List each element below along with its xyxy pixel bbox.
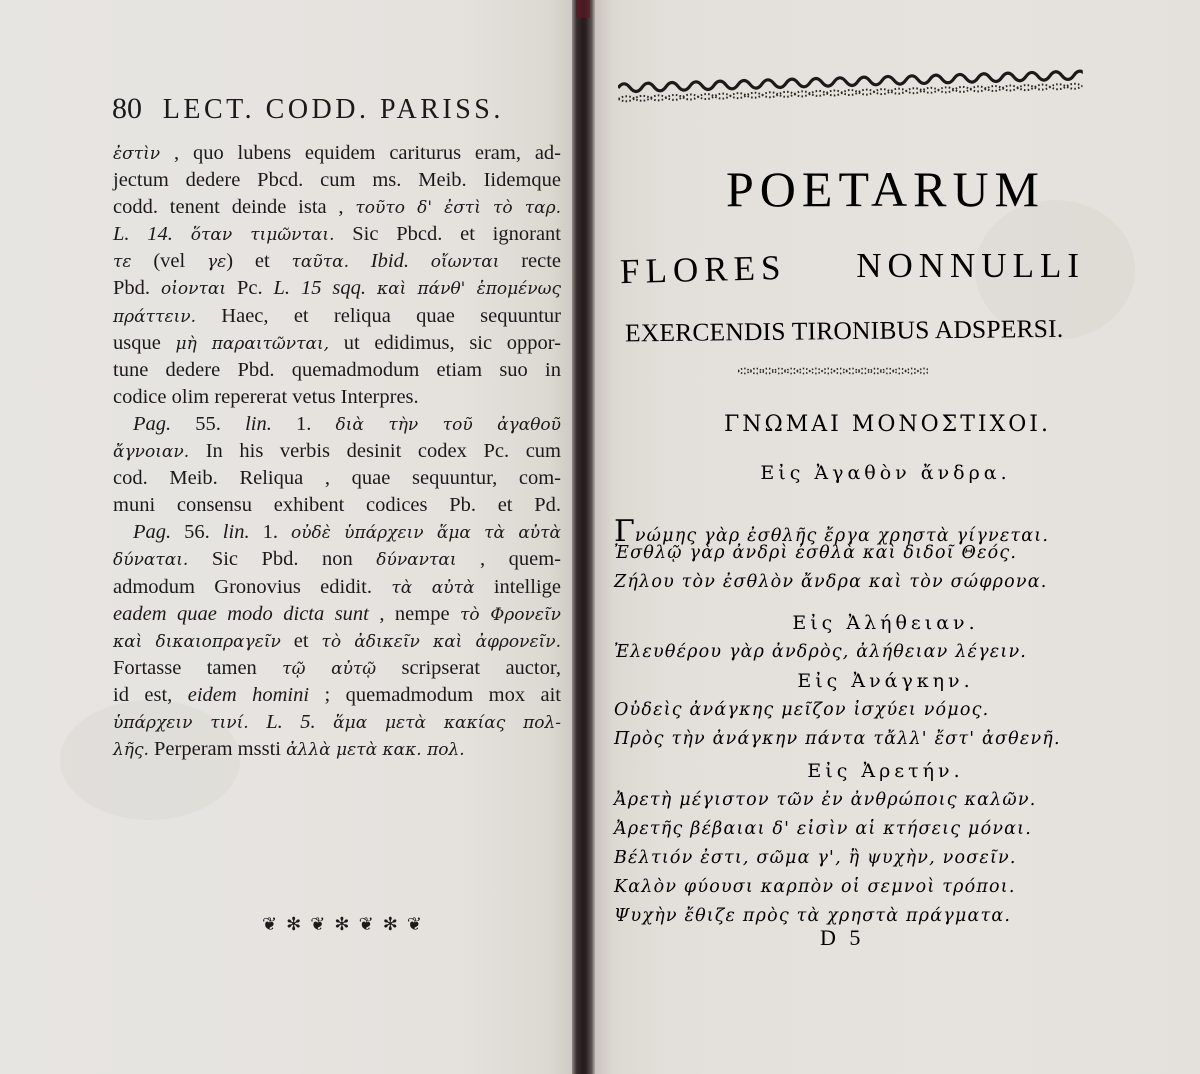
verse-line: Πρὸς τὴν ἀνάγκην πάντα τἄλλ' ἔστ' ἀσθενῆ. <box>614 729 1061 749</box>
text-line <box>113 465 561 492</box>
text-line <box>113 709 561 736</box>
italic-reference: L. 15 sqq. <box>273 277 367 300</box>
greek-quotation: τὸ Φρονεῖν <box>460 604 561 625</box>
text-line <box>113 248 561 275</box>
latin-text: In his verbis desinit codex Pc. cum <box>189 440 561 463</box>
left-page <box>0 0 572 1074</box>
text-line <box>113 546 561 573</box>
latin-text: Pc. <box>226 277 274 300</box>
latin-text <box>316 711 334 733</box>
greek-quotation: γε <box>206 252 227 273</box>
greek-quotation: τῷ αὐτῷ <box>282 658 377 679</box>
verse-line: Ἀρετὴ μέγιστον τῶν ἐν ἀνθρώποις καλῶν. <box>614 790 1037 810</box>
greek-quotation: οὐδὲ ὑπάρχειν ἅμα τὰ αὐτὰ <box>290 523 562 544</box>
verse-line: Οὐδεὶς ἀνάγκης μεῖζον ἰσχύει νόμος. <box>614 700 990 720</box>
text-line <box>113 628 561 655</box>
greek-quotation: ἅμα μετὰ κακίας πολ- <box>333 712 562 733</box>
greek-quotation: τε <box>113 252 132 273</box>
greek-quotation: ἐστὶν <box>113 144 161 164</box>
signature-mark: D 5 <box>820 925 865 950</box>
italic-reference: lin. <box>222 521 250 544</box>
asterisk-flower-icon: ✻ <box>334 913 350 935</box>
greek-quotation: ἄγνοιαν. <box>113 442 190 463</box>
text-line <box>113 221 561 248</box>
text-line <box>113 167 561 194</box>
text-line <box>113 303 561 330</box>
text-line <box>113 574 561 601</box>
latin-text: id est, <box>113 683 188 706</box>
latin-text: Fortasse tamen <box>113 656 283 679</box>
text-line <box>113 519 561 546</box>
greek-quotation: καὶ δικαιοπραγεῖν <box>113 631 281 652</box>
text-line <box>113 384 561 411</box>
latin-text: ) et <box>226 250 292 273</box>
latin-text: 1. <box>249 521 291 544</box>
latin-text: Haec, et reliqua quae sequuntur <box>195 304 561 327</box>
text-line <box>113 357 561 384</box>
asterisk-flower-icon: ✻ <box>286 913 302 935</box>
verse-line: Ψυχὴν ἔθιζε πρὸς τὰ χρηστὰ πράγματα. <box>614 906 1012 926</box>
italic-reference: Pag. <box>133 521 172 544</box>
commentary-text <box>113 140 561 763</box>
greek-quotation: καὶ πάνθ' ἑπομένως <box>376 279 561 300</box>
text-line <box>113 492 561 519</box>
latin-text: jectum dedere Pbcd. cum ms. Meib. Iidemque <box>113 169 561 192</box>
text-line <box>113 601 561 628</box>
title-word-flores: FLORES <box>619 247 787 292</box>
italic-reference: L. 5. <box>266 710 316 733</box>
verse-line: Ἀρετῆς βέβαιαι δ' εἰσὶν αἱ κτήσεις μόναι. <box>614 819 1032 839</box>
leaf-sprig-icon: ❦ <box>310 913 326 935</box>
text-line <box>113 736 561 763</box>
text-line <box>113 411 561 438</box>
text-line <box>113 140 561 167</box>
latin-text: , quo lubens equidem cariturus eram, ad- <box>160 142 561 164</box>
gnomai-heading: ΓΝΩΜΑΙ ΜΟΝΟΣΤΙΧΟΙ. <box>723 412 1051 437</box>
latin-text: codd. tenent deinde ista , <box>113 196 356 219</box>
latin-text <box>366 277 377 299</box>
italic-reference: Ibid. <box>370 250 409 273</box>
verse-line: Βέλτιόν ἐστι, σῶμα γ', ἢ ψυχὴν, νοσεῖν. <box>614 848 1017 868</box>
greek-quotation: διὰ τὴν τοῦ ἀγαθοῦ <box>335 414 562 435</box>
latin-text: recte <box>499 250 562 273</box>
latin-text: 56. <box>171 521 223 544</box>
greek-quotation: λῆς. <box>113 740 149 761</box>
latin-text: Perperam mssti <box>148 738 287 761</box>
verse-line: Ἐσθλῷ γὰρ ἀνδρὶ ἐσθλὰ καὶ διδοῖ Θεός. <box>614 543 1018 563</box>
greek-quotation: τοῦτο δ' ἐστὶ τὸ ταρ. <box>355 198 561 219</box>
greek-quotation: δύναται. <box>113 550 189 571</box>
initial-letter: Γ <box>614 514 635 549</box>
latin-text: 55. <box>171 412 246 435</box>
latin-text <box>349 250 371 272</box>
latin-text: Pbd. <box>113 277 161 300</box>
binding-edge <box>576 0 590 18</box>
latin-text: usque <box>113 331 176 354</box>
greek-quotation: μὴ παραιτῶνται, <box>175 333 330 354</box>
italic-reference: eadem quae modo dicta sunt <box>113 602 369 625</box>
latin-text: ; quemadmodum mox ait <box>309 683 562 706</box>
asterisk-flower-icon: ✻ <box>382 913 398 935</box>
leaf-sprig-icon: ❦ <box>406 913 422 935</box>
latin-text: 1. <box>271 412 336 435</box>
text-line <box>113 275 561 302</box>
latin-text: codice olim repererat vetus Interpres. <box>113 385 419 408</box>
leaf-sprig-icon: ❦ <box>358 913 374 935</box>
latin-text: tune dedere Pbd. quemadmodum etiam suo in <box>113 358 561 381</box>
greek-quotation: τὰ αὐτὰ <box>391 577 475 598</box>
greek-quotation: οἰονται <box>160 279 226 300</box>
verse-line: Ἐλευθέρου γὰρ ἀνδρὸς, ἀλήθειαν λέγειν. <box>614 642 1028 662</box>
text-line <box>113 438 561 465</box>
text-line <box>113 194 561 221</box>
divider-ornament-icon <box>738 365 928 377</box>
greek-quotation: οἴωνται <box>430 252 500 273</box>
greek-quotation: πράττειν. <box>113 306 196 327</box>
verse-text: νώμης γὰρ ἐσθλῆς ἔργα χρηστὰ γίγνεται. <box>634 526 1050 546</box>
subtitle: EXERCENDIS TIRONIBUS ADSPERSI. <box>624 313 1064 348</box>
latin-text: (vel <box>131 250 207 273</box>
latin-text: cod. Meib. Reliqua , quae sequuntur, com- <box>113 467 561 490</box>
latin-text: , quem- <box>456 548 561 571</box>
latin-text: scripserat auctor, <box>376 656 561 679</box>
verse-line: Καλὸν φύουσι καρπὸν οἱ σεμνοὶ τρόποι. <box>614 877 1016 897</box>
text-line <box>113 682 561 709</box>
italic-reference: L. 14. <box>113 223 191 246</box>
title-poetarum: POETARUM <box>725 161 1046 217</box>
greek-quotation: ἀλλὰ μετὰ κακ. πολ. <box>286 740 465 761</box>
section-heading: Εἰς Ἀρετήν. <box>807 760 964 782</box>
latin-text: Sic Pbcd. et ignorant <box>334 223 561 246</box>
title-word-nonnulli: NONNULLI <box>856 246 1085 285</box>
verse-line: Ζήλου τὸν ἐσθλὸν ἄνδρα καὶ τὸν σώφρονα. <box>614 572 1048 592</box>
leaf-sprig-icon: ❦ <box>262 913 278 935</box>
section-heading: Εἰς Ἀνάγκην. <box>797 670 974 692</box>
latin-text <box>409 250 431 272</box>
greek-quotation: τὸ ἀδικεῖν καὶ ἀφρονεῖν. <box>321 631 561 652</box>
title-flores-nonnulli <box>619 246 1085 292</box>
latin-text: intellige <box>474 575 561 598</box>
latin-text: ut edidimus, sic oppor- <box>329 331 562 354</box>
latin-text: admodum Gronovius edidit. <box>113 575 392 598</box>
latin-text: Sic Pbd. non <box>188 548 377 571</box>
latin-text: muni consensu exhibent codices Pb. et Pd. <box>113 494 561 517</box>
text-line <box>113 655 561 682</box>
latin-text: , nempe <box>368 602 460 625</box>
greek-quotation: ὅταν τιμῶνται. <box>190 225 335 246</box>
tailpiece-ornament <box>262 913 422 935</box>
running-head <box>112 92 504 126</box>
greek-quotation: ὑπάρχειν τινί. <box>113 712 249 733</box>
text-line <box>113 330 561 357</box>
greek-quotation: δύνανται <box>376 550 457 571</box>
italic-reference: lin. <box>245 412 272 435</box>
running-head-title: LECT. CODD. PARISS. <box>162 94 504 125</box>
italic-reference: eidem homini <box>187 683 310 706</box>
italic-reference: Pag. <box>133 412 172 435</box>
latin-text <box>249 711 267 733</box>
greek-quotation: ταῦτα. <box>291 252 349 273</box>
latin-text: et <box>280 629 322 652</box>
section-heading: Εἰς Ἀλήθειαν. <box>792 612 979 634</box>
section-heading: Εἰς Ἀγαθὸν ἄνδρα. <box>760 462 1011 484</box>
page-number: 80 <box>112 92 142 125</box>
